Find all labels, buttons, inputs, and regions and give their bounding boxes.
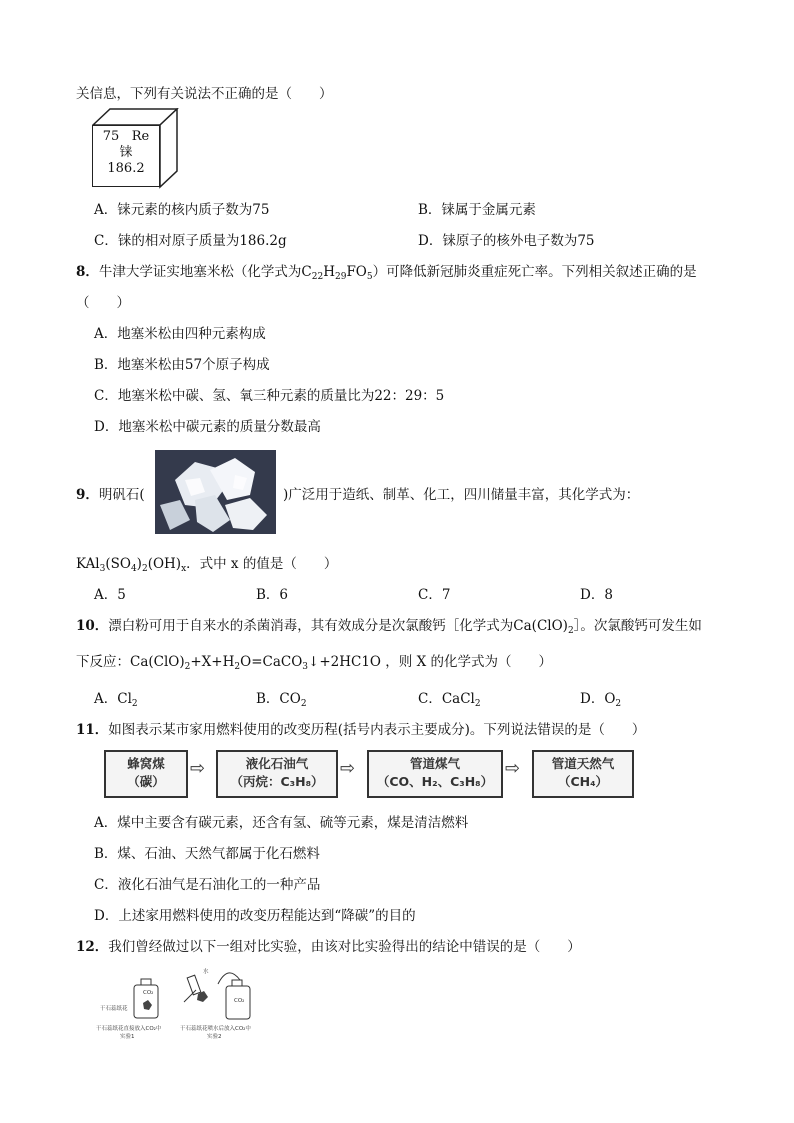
- flow-1-l2: （碳）: [127, 774, 165, 789]
- q10-eq-f: ↓+2HC1O: [308, 654, 381, 670]
- q9-tail: ．式中 x 的值是（ ）: [186, 556, 338, 572]
- exp2-water-label: 水: [203, 969, 209, 975]
- q8-stem-post: ）可降低新冠肺炎重症死亡率。下列相关叙述正确的是: [372, 264, 697, 280]
- q11-option-d[interactable]: D．上述家用燃料使用的改变历程能达到“降碳”的目的: [94, 908, 416, 924]
- flow-box-2: [216, 750, 338, 798]
- q7-option-d[interactable]: D．铼原子的核外电子数为75: [418, 233, 595, 249]
- card-name: 铼: [119, 145, 133, 160]
- q11-stem-text: 如图表示某市家用燃料使用的改变历程(括号内表示主要成分)。下列说法错误的是（ ）: [108, 722, 646, 738]
- q8-h: H: [323, 264, 335, 280]
- q7-option-b[interactable]: B．铼属于金属元素: [418, 202, 536, 218]
- card-number: 75: [102, 129, 120, 144]
- q9-option-d[interactable]: D．8: [580, 587, 613, 603]
- q9-f-s2: 4: [130, 564, 137, 574]
- flow-arrow-icon: ⇨: [505, 758, 521, 779]
- flow-box-3: [367, 750, 503, 798]
- exp1-gas-label: CO₂: [143, 990, 154, 996]
- exp1-top-label: 干石蕊纸花: [100, 1006, 128, 1012]
- alunite-image: [155, 450, 276, 534]
- q10-l2-pre: 下反应：Ca(ClO): [76, 654, 185, 670]
- flow-4-l1: 管道天然气: [551, 756, 615, 771]
- card-symbol: Re: [131, 129, 150, 144]
- q11-option-c[interactable]: C．液化石油气是石油化工的一种产品: [94, 877, 321, 893]
- q10-line1: [76, 614, 702, 636]
- q10-a-sub: 2: [131, 699, 138, 709]
- q9-stem-pre: [76, 483, 145, 503]
- q8-stem: [76, 260, 697, 282]
- q8-sub2: 29: [334, 272, 347, 282]
- q10-b-sub: 2: [300, 699, 307, 709]
- q9-f-s1: 3: [99, 564, 106, 574]
- q9-f-x: x: [181, 564, 187, 574]
- q9-option-b[interactable]: B．6: [256, 587, 289, 603]
- q10-l1-pre: 漂白粉可用于自来水的杀菌消毒，其有效成分是次氯酸钙［化学式为Ca(ClO): [108, 618, 568, 634]
- q7-stem: 关信息，下列有关说法不正确的是（ ）: [76, 86, 333, 102]
- q8-fo: FO: [346, 264, 367, 280]
- flow-2-l1: 液化石油气: [245, 756, 309, 771]
- q10-l1-sub: 2: [567, 626, 574, 636]
- flow-arrow-icon: ⇨: [340, 758, 356, 779]
- q8-option-a[interactable]: A．地塞米松由四种元素构成: [94, 326, 266, 342]
- q9-f-k: KAl: [76, 556, 100, 572]
- q11-number: 11．: [76, 722, 109, 738]
- q9-option-c[interactable]: C．7: [418, 587, 451, 603]
- q10-eq-e: 3: [302, 662, 309, 672]
- q10-option-c[interactable]: [418, 687, 481, 709]
- q10-l2-post: ，则 X 的化学式为（ ）: [385, 654, 552, 670]
- q11-option-a[interactable]: A．煤中主要含有碳元素，还含有氢、硫等元素，煤是清洁燃料: [94, 815, 469, 831]
- q10-option-d[interactable]: [580, 687, 621, 709]
- q10-eq-a: 2: [184, 662, 191, 672]
- q10-d-text: D．O: [580, 691, 616, 707]
- exp1-caption: 干石蕊纸花直接放入CO₂中: [96, 1026, 162, 1032]
- q10-b-text: B．CO: [256, 691, 301, 707]
- q8-option-d[interactable]: D．地塞米松中碳元素的质量分数最高: [94, 419, 321, 435]
- exp2-name: 实验2: [207, 1034, 222, 1040]
- flow-box-1: [104, 750, 188, 798]
- q10-line2: [76, 650, 552, 672]
- q12-stem-text: 我们曾经做过以下一组对比实验，由该对比实验得出的结论中错误的是（ ）: [108, 939, 581, 955]
- q8-sub3: 5: [366, 272, 373, 282]
- q10-eq-d: O=CaCO: [240, 654, 303, 670]
- q9-formula-line: [76, 552, 337, 574]
- flow-arrow-icon: ⇨: [190, 758, 206, 779]
- q9-stem-post: )广泛用于造纸、制革、化工，四川储量丰富，其化学式为：: [283, 487, 640, 503]
- q10-eq-c: 2: [234, 662, 241, 672]
- q9-f-so: (SO: [105, 556, 131, 572]
- flow-box-4: [532, 750, 634, 798]
- card-mass: 186.2: [107, 161, 145, 176]
- q9-f-s3: 2: [141, 564, 148, 574]
- flow-2-l2: （丙烷：C₃H₈）: [230, 774, 324, 789]
- spray-and-bottle-icon: [182, 964, 260, 1022]
- q12-number: 12．: [76, 939, 109, 955]
- q10-option-b[interactable]: [256, 687, 307, 709]
- flow-4-l2: （CH₄）: [557, 774, 609, 789]
- exp2-caption: 干石蕊纸花喷水后放入CO₂中: [180, 1026, 251, 1032]
- bottle-1-icon: [130, 978, 162, 1020]
- q8-number: 8．: [76, 264, 99, 280]
- q11-stem: [76, 718, 645, 738]
- q10-l1-post: ］。次氯酸钙可发生如: [573, 618, 702, 634]
- q10-number: 10．: [76, 618, 109, 634]
- flow-3-l2: （CO、H₂、C₃H₈）: [376, 774, 494, 789]
- q9-pre: 明矾石(: [98, 487, 145, 503]
- q8-option-c[interactable]: C．地塞米松中碳、氢、氧三种元素的质量比为22：29：5: [94, 388, 445, 404]
- q10-eq-b: +X+H: [190, 654, 235, 670]
- q8-stem-pre: 牛津大学证实地塞米松（化学式为C: [98, 264, 312, 280]
- q8-sub1: 22: [311, 272, 324, 282]
- q9-number: 9．: [76, 487, 99, 503]
- flow-1-l1: 蜂窝煤: [127, 756, 165, 771]
- q10-option-a[interactable]: [94, 687, 138, 709]
- q8-paren: （ ）: [76, 295, 130, 311]
- q10-c-sub: 2: [474, 699, 481, 709]
- q8-option-b[interactable]: B．地塞米松由57个原子构成: [94, 357, 270, 373]
- q11-option-b[interactable]: B．煤、石油、天然气都属于化石燃料: [94, 846, 320, 862]
- q9-option-a[interactable]: A．5: [94, 587, 126, 603]
- exp1-name: 实验1: [120, 1034, 135, 1040]
- q9-f-oh: (OH): [147, 556, 182, 572]
- q7-option-c[interactable]: C．铼的相对原子质量为186.2g: [94, 233, 287, 249]
- q10-d-sub: 2: [615, 699, 622, 709]
- q10-c-text: C．CaCl: [418, 691, 475, 707]
- q12-stem: [76, 935, 581, 955]
- q9-f-c: ): [136, 556, 142, 572]
- q10-a-text: A．Cl: [94, 691, 132, 707]
- flow-3-l1: 管道煤气: [409, 756, 460, 771]
- q7-option-a[interactable]: A．铼元素的核内质子数为75: [94, 202, 270, 218]
- exp2-gas-label: CO₂: [234, 998, 245, 1004]
